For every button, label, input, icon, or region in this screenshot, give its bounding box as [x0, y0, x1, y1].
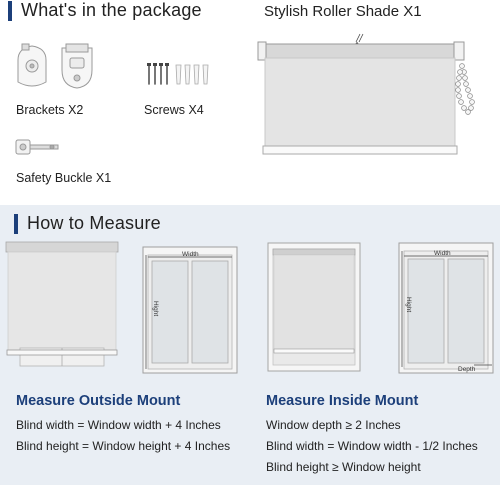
inside-mount-shade-illustration [266, 241, 362, 373]
inside-depth-formula: Window depth ≥ 2 Inches [266, 418, 401, 432]
outside-mount-title: Measure Outside Mount [16, 393, 181, 409]
safety-buckle-label: Safety Buckle X1 [16, 171, 112, 185]
outside-mount-window-illustration [140, 245, 240, 375]
package-section [0, 0, 500, 205]
outside-width-formula: Blind width = Window width + 4 Inches [16, 418, 221, 432]
outside-mount-shade-illustration [6, 240, 118, 370]
outside-height-formula: Blind height = Window height + 4 Inches [16, 439, 231, 453]
inside-mount-title: Measure Inside Mount [266, 393, 419, 409]
safety-buckle-icon [14, 138, 64, 158]
width-dim-label: Width [182, 251, 199, 258]
brackets-label: Brackets X2 [16, 103, 84, 117]
screws-label: Screws X4 [144, 103, 204, 117]
shade-title: Stylish Roller Shade X1 [264, 3, 422, 20]
width-dim-label: Width [434, 250, 451, 257]
screw-icon [145, 63, 215, 87]
roller-shade-icon [256, 26, 481, 161]
heading-accent-bar [8, 1, 12, 21]
measure-title: How to Measure [27, 213, 161, 233]
inside-height-formula: Blind height ≥ Window height [266, 460, 421, 474]
hight-dim-label: Hight [405, 297, 412, 313]
package-title: What's in the package [21, 0, 202, 20]
heading-accent-bar [14, 214, 18, 234]
depth-dim-label: Depth [458, 366, 476, 373]
measure-heading [14, 213, 161, 234]
hight-dim-label: Hight [152, 301, 159, 317]
package-heading [8, 0, 202, 21]
inside-mount-window-illustration [396, 241, 496, 377]
measure-section [0, 205, 500, 485]
bracket-icon [14, 42, 104, 92]
inside-width-formula: Blind width = Window width - 1/2 Inches [266, 439, 478, 453]
